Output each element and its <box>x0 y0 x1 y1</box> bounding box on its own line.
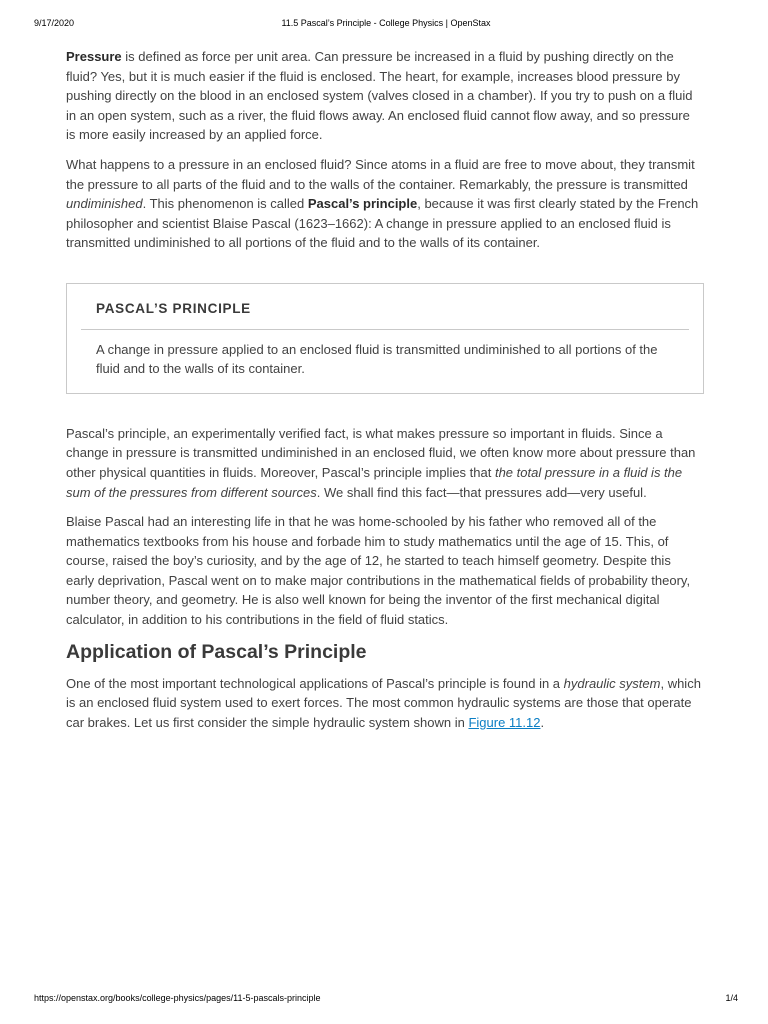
paragraph-hydraulic-system <box>66 674 702 733</box>
paragraph-text: , which is an enclosed fluid system used to exert forces. The most common hydraulic systems are those that operate car brakes. Let us first consider the simple hydraulic system shown in <box>66 675 701 730</box>
paragraph-text: . This phenomenon is called <box>142 196 308 212</box>
term-pressure: Pressure <box>66 49 122 64</box>
print-url: https://openstax.org/books/college-physics/pages/11-5-pascals-principle <box>34 993 321 1003</box>
print-footer <box>34 993 738 1005</box>
print-header <box>34 18 738 30</box>
paragraph-text: Pascal’s principle, an experimentally verified fact, is what makes pressure so important in fluids. Since a change in pressure is transmitted undiminished in an enclosed fluid, we often know more about pressure than other physical quantities in fluids. Moreover, Pascal’s principle implies that <box>66 425 696 480</box>
paragraph-text: . We shall find this fact—that pressures add—very useful. <box>316 484 647 500</box>
section-heading: Application of Pascal’s Principle <box>66 640 367 663</box>
figure-11-12-link[interactable]: Figure 11.12 <box>468 714 541 730</box>
callout-title: PASCAL’S PRINCIPLE <box>81 299 689 330</box>
pascals-principle-callout <box>66 283 704 394</box>
paragraph-pressure-importance <box>66 424 702 502</box>
paragraph-text: . <box>540 714 545 730</box>
paragraph-text: One of the most important technological applications of Pascal’s principle is found in a <box>66 675 564 691</box>
paragraph-text: , because it was first clearly stated by the French philosopher and scientist Blaise Pascal (1623–1662): A change in pressure applied to an enclosed fluid is transmitted undiminished to all portions of the fluid and to the walls of its container. <box>66 196 699 251</box>
paragraph-enclosed-fluid <box>66 155 702 253</box>
paragraph-pressure-definition <box>66 47 702 145</box>
paragraph-text: is defined as force per unit area. Can pressure be increased in a fluid by pushing directly on the fluid? Yes, but it is much easier if the fluid is enclosed. The heart, for example, increases blood pressure by pushing directly on the blood in an enclosed system (valves closed in a chamber). If you try to push on a fluid in an open system, such as a river, the fluid flows away. An enclosed fluid cannot flow away, and so pressure is more easily increased by an applied force. <box>66 49 693 143</box>
term-pascals-principle: Pascal’s principle <box>307 196 418 212</box>
print-date: 9/17/2020 <box>34 18 75 28</box>
article-content <box>66 47 702 742</box>
paragraph-text: What happens to a pressure in an enclosed fluid? Since atoms in a fluid are free to move about, they transmit the pressure to all parts of the fluid and to the walls of the container. Remarkably, the pressure is transmitted <box>66 156 695 192</box>
print-page-number: 1/4 <box>725 993 738 1003</box>
emphasis-hydraulic-system: hydraulic system <box>563 675 661 691</box>
emphasis-total-pressure: the total pressure in a fluid is the sum of the pressures from different sources <box>66 464 683 500</box>
paragraph-blaise-pascal: Blaise Pascal had an interesting life in that he was home-schooled by his father who removed all of the mathematics textbooks from his house and forbade him to study mathematics until the age of 15. This, of course, raised the boy’s curiosity, and by the age of 12, he started to teach himself geometry. Despite this early deprivation, Pascal went on to make major contributions in the mathematical fields of probability theory, number theory, and geometry. He is also well known for being the inventor of the first mechanical digital calculator, in addition to his contributions in the field of fluid statics. <box>66 514 691 628</box>
print-page-title: 11.5 Pascal’s Principle - College Physics | OpenStax <box>281 18 491 28</box>
callout-body: A change in pressure applied to an enclosed fluid is transmitted undiminished to all portions of the fluid and to the walls of its container. <box>96 341 658 377</box>
emphasis-undiminished: undiminished <box>66 196 143 212</box>
